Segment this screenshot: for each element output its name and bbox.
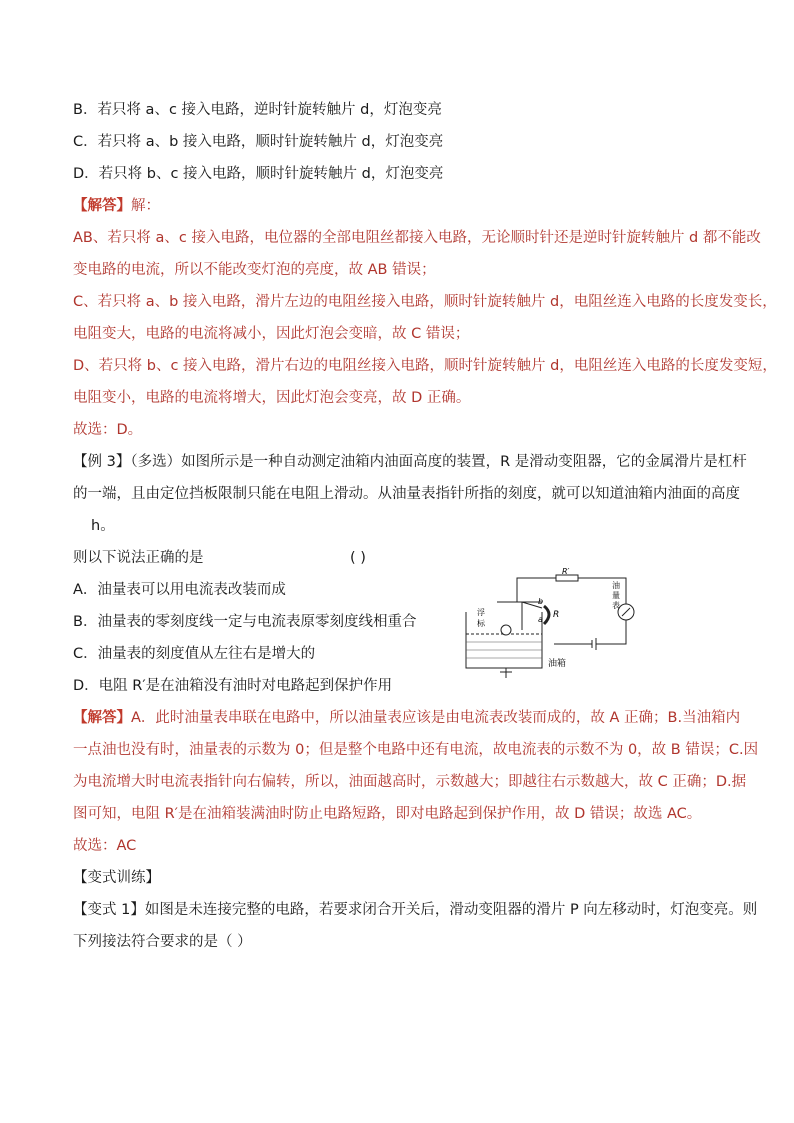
answer2-label: 【解答】 xyxy=(73,710,131,726)
question-line: 则以下说法正确的是 xyxy=(73,550,204,566)
float-icon xyxy=(501,625,511,635)
label-gauge-3: 表 xyxy=(612,601,620,610)
answer2-text-line: 为电流增大时电流表指针向右偏转，所以，油面越高时，示数越大；即越往右示数越大，故 C 正确；D.据 xyxy=(73,774,747,790)
option-a: A．油量表可以用电流表改装而成 xyxy=(73,582,286,598)
answer-text-line: 电阻变小，电路的电流将增大，因此灯泡会变亮，故 D 正确。 xyxy=(73,390,471,406)
answer-text-line: AB、若只将 a、c 接入电路，电位器的全部电阻丝都接入电路，无论顺时针还是逆时针旋转触片 d 都不能改 xyxy=(73,230,761,246)
answer-text-line: D、若只将 b、c 接入电路，滑片右边的电阻丝接入电路，顺时针旋转触片 d，电阻丝连入电路的长度发变短， xyxy=(73,358,777,374)
answer2-line xyxy=(73,708,740,728)
label-r-prime: R′ xyxy=(562,567,570,576)
training-line: 下列接法符合要求的是（ ） xyxy=(73,934,252,950)
example-stem-line: h。 xyxy=(91,518,115,534)
training-line: 【变式 1】如图是未连接完整的电路，若要求闭合开关后，滑动变阻器的滑片 P 向左移动时，灯泡变亮。则 xyxy=(73,902,758,918)
answer2-text-line: 图可知，电阻 R′是在油箱装满油时防止电路短路，即对电路起到保护作用，故 D 错误；故选 AC。 xyxy=(73,806,702,822)
answer2-choice: 故选：AC xyxy=(73,838,137,854)
label-float-2: 标 xyxy=(477,619,485,628)
answer-text-line: C、若只将 a、b 接入电路，滑片左边的电阻丝接入电路，顺时针旋转触片 d，电阻丝连入电路的长度发变长， xyxy=(73,294,777,310)
oil-gauge-circuit-diagram xyxy=(462,567,644,678)
label-r: R xyxy=(553,610,560,620)
label-a: a xyxy=(538,615,543,624)
answer-text-line: 变电路的电流，所以不能改变灯泡的亮度，故 AB 错误； xyxy=(73,262,436,278)
option-d-line: D．若只将 b、c 接入电路，顺时针旋转触片 d，灯泡变亮 xyxy=(73,166,444,182)
option-d: D．电阻 R′是在油箱没有油时对电路起到保护作用 xyxy=(73,678,393,694)
answer-choice: 故选：D。 xyxy=(73,422,143,438)
answer2-text-line: 一点油也没有时，油量表的示数为 0；但是整个电路中还有电流，故电流表的示数不为 0，故 B 错误；C.因 xyxy=(73,742,759,758)
answer2-text: A．此时油量表串联在电路中，所以油量表应该是由电流表改装而成的，故 A 正确；B.当油箱内 xyxy=(131,710,741,726)
answer-label: 【解答】 xyxy=(73,198,131,214)
label-b: b xyxy=(538,597,544,606)
answer-label-suffix: 解： xyxy=(131,198,160,214)
answer-heading xyxy=(73,196,160,216)
label-float-1: 浮 xyxy=(477,608,485,617)
rheostat-r-icon xyxy=(544,606,549,624)
option-b-line: B．若只将 a、c 接入电路，逆时针旋转触片 d，灯泡变亮 xyxy=(73,102,442,118)
answer-bracket: ( ) xyxy=(350,550,366,566)
answer-text-line: 电阻变大，电路的电流将减小，因此灯泡会变暗，故 C 错误； xyxy=(73,326,470,342)
option-c-line: C．若只将 a、b 接入电路，顺时针旋转触片 d，灯泡变亮 xyxy=(73,134,444,150)
option-b: B．油量表的零刻度线一定与电流表原零刻度线相重合 xyxy=(73,614,417,630)
option-c: C．油量表的刻度值从左往右是增大的 xyxy=(73,646,316,662)
label-gauge-2: 量 xyxy=(612,591,620,600)
example-stem-line: 的一端，且由定位挡板限制只能在电阻上滑动。从油量表指针所指的刻度，就可以知道油箱内油面的高度 xyxy=(73,486,740,502)
label-gauge-1: 油 xyxy=(612,581,620,590)
example-stem-line: 【例 3】（多选）如图所示是一种自动测定油箱内油面高度的装置，R 是滑动变阻器，它的金属滑片是杠杆 xyxy=(73,454,747,470)
battery-icon xyxy=(592,638,596,650)
training-title: 【变式训练】 xyxy=(73,870,160,886)
label-tank: 油箱 xyxy=(548,659,567,669)
